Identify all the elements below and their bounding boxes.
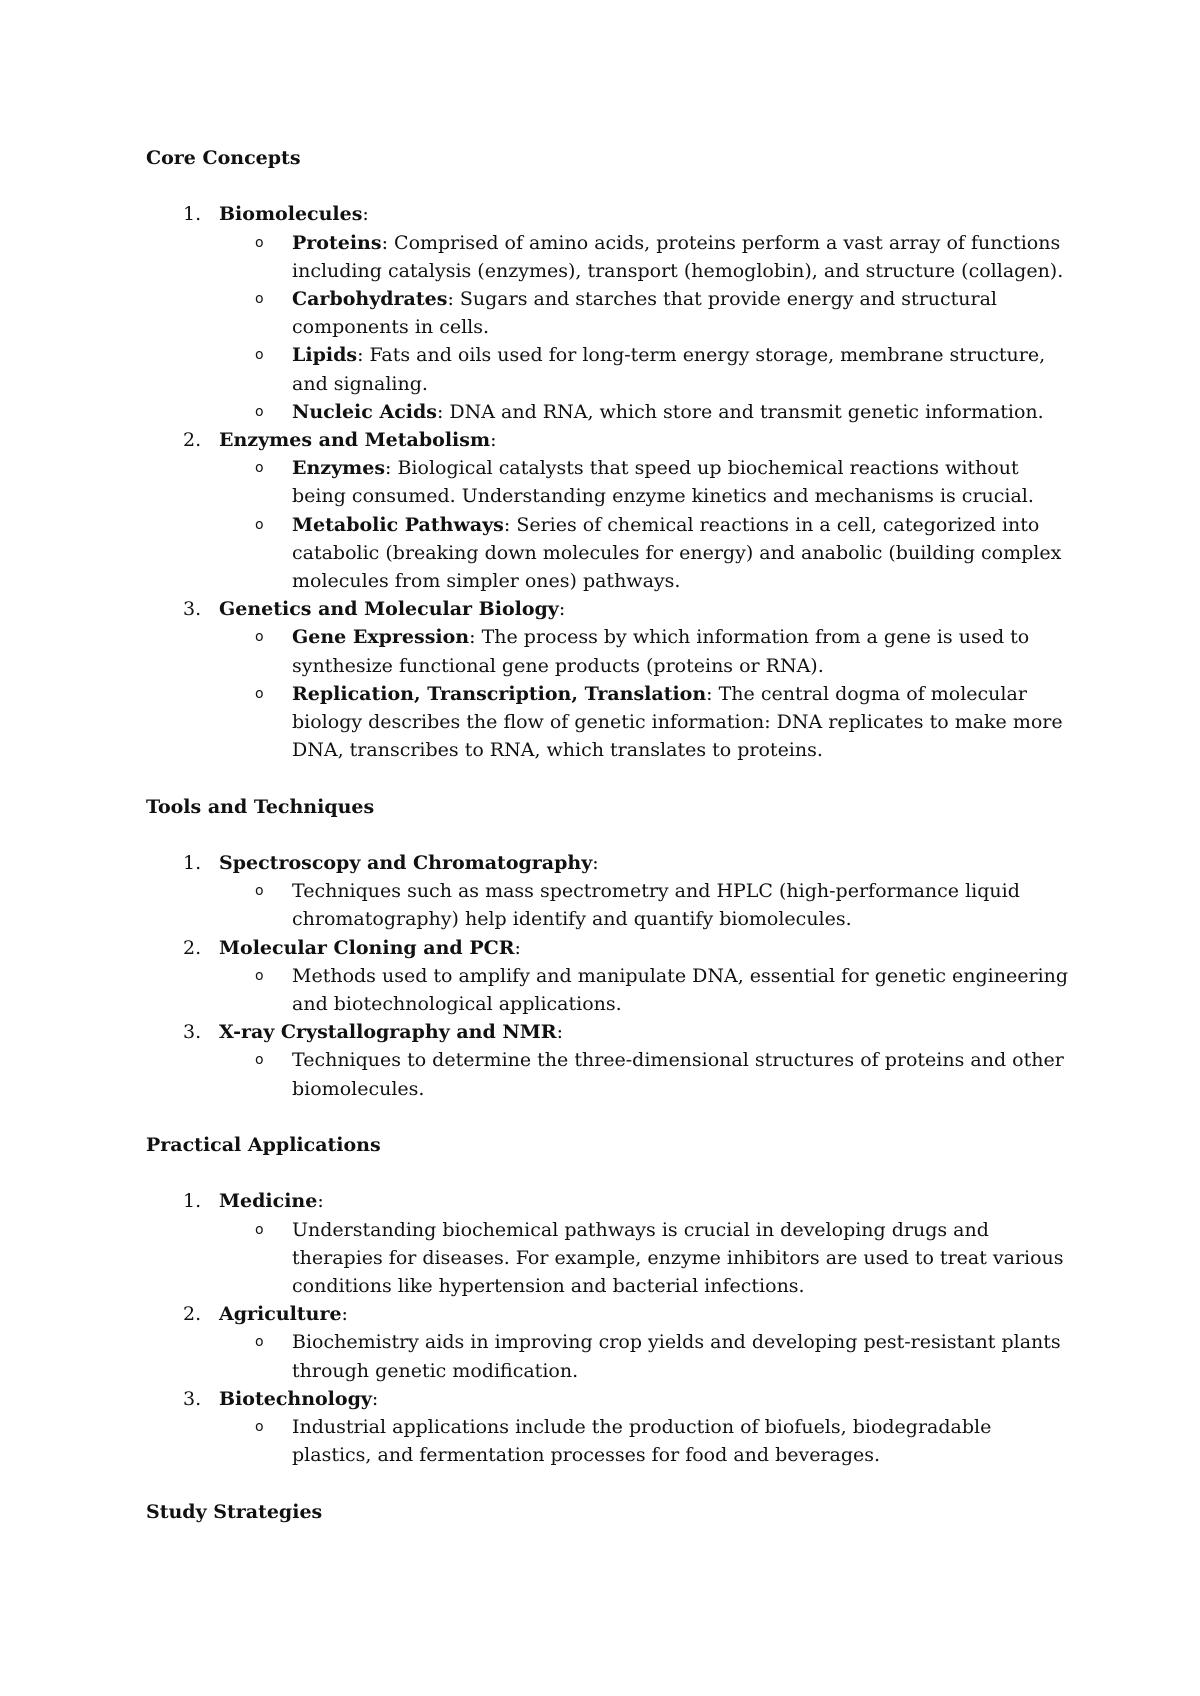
sub-item-text: Comprised of amino acids, proteins perform a vast array of functions including catalysis (enzymes), transport (hemoglobin), and structure (collagen). xyxy=(292,231,1064,282)
topic-number: 2. xyxy=(183,936,202,959)
sub-item-list xyxy=(219,229,1076,426)
sub-item-separator: : xyxy=(385,457,398,480)
sub-item-list xyxy=(219,1413,1076,1469)
sub-item xyxy=(219,511,1076,596)
section xyxy=(146,144,1076,764)
sub-item xyxy=(219,398,1076,426)
sub-item xyxy=(219,1216,1076,1301)
sub-item-text: Series of chemical reactions in a cell, categorized into catabolic (breaking down molecules for energy) and anabolic (building complex molecules from simpler ones) pathways. xyxy=(292,513,1062,593)
topic-list xyxy=(146,849,1076,1103)
topic-title-suffix: : xyxy=(490,429,497,451)
heading-spacer xyxy=(146,821,1076,849)
topic-list xyxy=(146,1187,1076,1469)
hollow-bullet-icon: o xyxy=(255,234,264,251)
sub-item xyxy=(219,285,1076,341)
topic-title-line xyxy=(219,1300,1076,1328)
sub-item xyxy=(219,229,1076,285)
sub-item-term: Enzymes xyxy=(292,457,386,480)
section-heading: Core Concepts xyxy=(146,147,301,169)
sub-item-separator: : xyxy=(381,231,395,254)
sub-item-term: Nucleic Acids xyxy=(292,400,437,423)
hollow-bullet-icon: o xyxy=(255,1419,264,1436)
sub-item-text: Biochemistry aids in improving crop yields and developing pest-resistant plants through genetic modification. xyxy=(292,1331,1061,1382)
topic-number: 2. xyxy=(183,1303,202,1326)
sub-item-separator: : xyxy=(706,682,719,705)
sub-item xyxy=(219,1328,1076,1384)
topic-title: Agriculture xyxy=(219,1303,342,1326)
sub-item-separator: : xyxy=(469,626,482,649)
sub-item-term: Replication, Transcription, Translation xyxy=(292,682,707,705)
topic-title: X-ray Crystallography and NMR xyxy=(219,1021,557,1044)
topic-title-suffix: : xyxy=(362,203,369,226)
topic-title: Spectroscopy and Chromatography xyxy=(219,852,593,874)
sub-item xyxy=(219,454,1076,510)
topic-item xyxy=(146,595,1076,764)
hollow-bullet-icon: o xyxy=(255,629,264,646)
topic-title: Genetics and Molecular Biology xyxy=(219,598,559,621)
hollow-bullet-icon: o xyxy=(255,1052,264,1069)
section-heading: Study Strategies xyxy=(146,1500,323,1523)
topic-item xyxy=(146,200,1076,426)
topic-title-suffix: : xyxy=(556,1021,563,1044)
sub-item-text: Industrial applications include the production of biofuels, biodegradable plastics, and fermentation processes for food and beverages. xyxy=(292,1416,992,1467)
sub-item-list xyxy=(219,1216,1076,1301)
topic-number: 1. xyxy=(183,852,202,874)
topic-item xyxy=(146,1300,1076,1385)
sub-item-term: Gene Expression xyxy=(292,626,470,649)
sub-item-list xyxy=(219,1328,1076,1384)
topic-item xyxy=(146,1385,1076,1470)
hollow-bullet-icon: o xyxy=(255,1334,264,1351)
topic-title: Medicine xyxy=(219,1190,318,1213)
sub-item-term: Lipids xyxy=(292,344,358,367)
hollow-bullet-icon: o xyxy=(255,516,264,533)
sub-item-text: Methods used to amplify and manipulate DNA, essential for genetic engineering and biotechnological applications. xyxy=(292,964,1069,1016)
topic-title-line xyxy=(219,1018,1076,1046)
heading-spacer xyxy=(146,1159,1076,1187)
section-heading: Practical Applications xyxy=(146,1134,381,1157)
sub-item-separator: : xyxy=(357,344,370,367)
hollow-bullet-icon: o xyxy=(255,967,264,984)
sub-item xyxy=(219,877,1076,933)
topic-title-line xyxy=(219,1385,1076,1413)
sub-item-list xyxy=(219,962,1076,1018)
topic-item xyxy=(146,934,1076,1019)
sub-item xyxy=(219,623,1076,679)
hollow-bullet-icon: o xyxy=(255,347,264,364)
topic-title-line xyxy=(219,595,1076,623)
sub-item xyxy=(219,1413,1076,1469)
topic-list xyxy=(146,200,1076,764)
hollow-bullet-icon: o xyxy=(255,290,264,307)
topic-title-line xyxy=(219,849,1076,877)
heading-spacer xyxy=(146,172,1076,200)
topic-title-suffix: : xyxy=(317,1190,324,1213)
sub-item-list xyxy=(219,1046,1076,1102)
topic-number: 1. xyxy=(183,203,202,226)
sub-item-term: Metabolic Pathways xyxy=(292,513,504,536)
hollow-bullet-icon: o xyxy=(255,403,264,420)
sub-item-text: Biological catalysts that speed up biochemical reactions without being consumed. Understanding enzyme kinetics and mechanisms is crucial. xyxy=(292,457,1034,508)
topic-title-line xyxy=(219,1187,1076,1215)
topic-title: Enzymes and Metabolism xyxy=(219,429,491,451)
topic-number: 3. xyxy=(183,598,202,621)
topic-number: 3. xyxy=(183,1387,202,1410)
hollow-bullet-icon: o xyxy=(255,685,264,702)
sub-item xyxy=(219,341,1076,397)
sub-item-text: Fats and oils used for long-term energy storage, membrane structure, and signaling. xyxy=(292,344,1046,395)
topic-number: 3. xyxy=(183,1021,202,1044)
hollow-bullet-icon: o xyxy=(255,1221,264,1238)
topic-title-suffix: : xyxy=(592,852,599,874)
section xyxy=(146,1498,1076,1526)
hollow-bullet-icon: o xyxy=(255,883,264,900)
topic-title-suffix: : xyxy=(371,1387,379,1410)
topic-title-suffix: : xyxy=(514,936,521,959)
hollow-bullet-icon: o xyxy=(255,460,264,477)
sub-item-text: DNA and RNA, which store and transmit genetic information. xyxy=(449,400,1044,423)
topic-title: Molecular Cloning and PCR xyxy=(219,936,515,959)
topic-item xyxy=(146,849,1076,934)
topic-item xyxy=(146,1018,1076,1103)
topic-title: Biomolecules xyxy=(219,203,363,226)
sub-item-separator: : xyxy=(447,287,460,310)
sub-item-text: Techniques such as mass spectrometry and HPLC (high-performance liquid chromatography) help identify and quantify biomolecules. xyxy=(292,880,1020,931)
sub-item xyxy=(219,962,1076,1018)
topic-title-line xyxy=(219,426,1076,454)
section-heading: Tools and Techniques xyxy=(146,795,375,818)
sub-item-term: Carbohydrates xyxy=(292,287,448,310)
section xyxy=(146,793,1076,1103)
topic-item xyxy=(146,426,1076,595)
topic-title-suffix: : xyxy=(341,1303,348,1326)
section xyxy=(146,1131,1076,1469)
sub-item-list xyxy=(219,623,1076,764)
topic-title-line xyxy=(219,934,1076,962)
sub-item-list xyxy=(219,454,1076,595)
topic-item xyxy=(146,1187,1076,1300)
sub-item-separator: : xyxy=(503,513,517,536)
topic-title: Biotechnology xyxy=(219,1387,372,1410)
sub-item-text: Techniques to determine the three-dimensional structures of proteins and other biomolecules. xyxy=(292,1049,1064,1100)
sub-item xyxy=(219,1046,1076,1102)
sub-item-text: Understanding biochemical pathways is crucial in developing drugs and therapies for diseases. For example, enzyme inhibitors are used to treat various conditions like hypertension and bacterial infections. xyxy=(292,1218,1064,1297)
sub-item-separator: : xyxy=(436,400,450,423)
sub-item-term: Proteins xyxy=(292,231,382,254)
sub-item xyxy=(219,680,1076,765)
sub-item-list xyxy=(219,877,1076,933)
topic-number: 2. xyxy=(183,429,202,451)
document-body xyxy=(146,144,1076,1526)
topic-title-suffix: : xyxy=(558,598,566,621)
topic-number: 1. xyxy=(183,1190,202,1213)
sub-item-text: The central dogma of molecular biology describes the flow of genetic information: DNA replicates to make more DNA, transcribes to RNA, which translates to proteins. xyxy=(292,682,1063,762)
sub-item-text: The process by which information from a gene is used to synthesize functional gene products (proteins or RNA). xyxy=(292,626,1030,677)
sub-item-text: Sugars and starches that provide energy and structural components in cells. xyxy=(292,287,998,339)
topic-title-line xyxy=(219,200,1076,228)
